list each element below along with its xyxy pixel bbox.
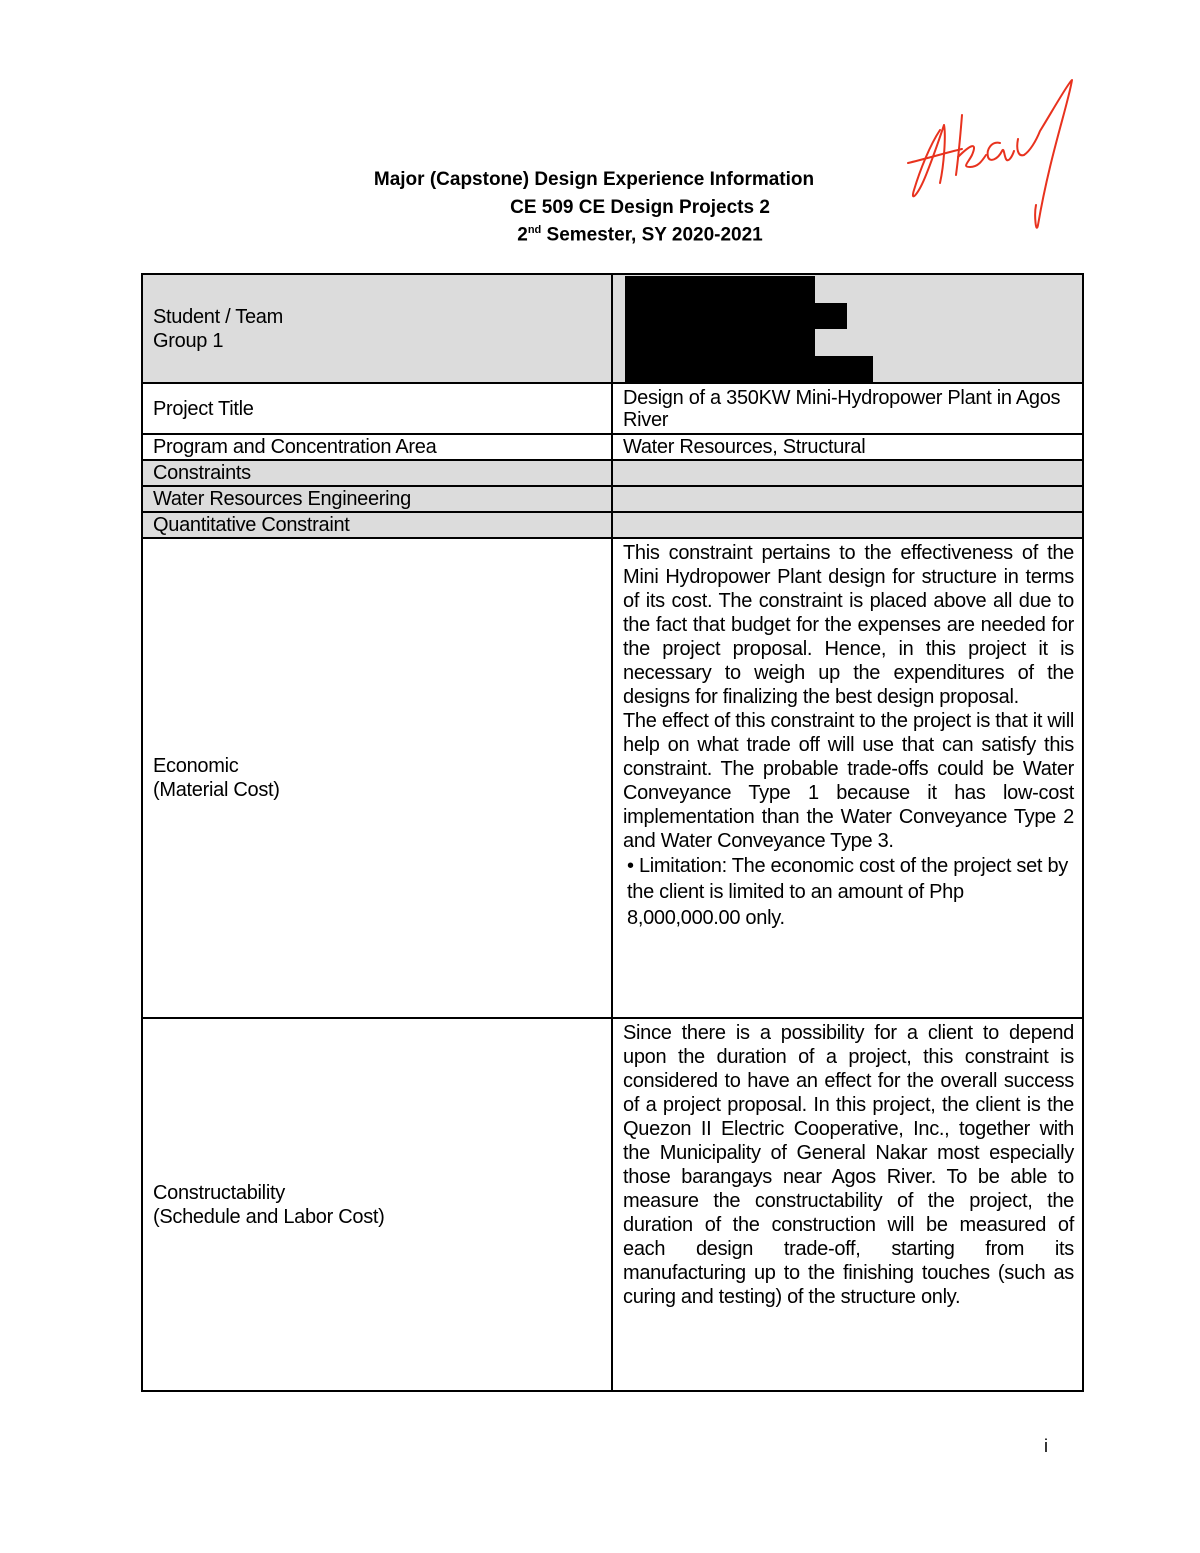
economic-paragraph-1: This constraint pertains to the effectiveness of the Mini Hydropower Plant design for structure in terms of its cost. The constraint is placed above all due to the fact that budget for the expenses are needed for the project proposal. Hence, in this project it is necessary to weigh up the expenditures of the designs for finalizing the best design proposal. <box>623 542 1074 708</box>
quantitative-label: Quantitative Constraint <box>142 512 612 538</box>
water-resources-row <box>142 486 1083 512</box>
document-title: Major (Capstone) Design Experience Information <box>373 169 815 190</box>
economic-label: Economic (Material Cost) <box>142 538 612 1018</box>
constructability-label: Constructability (Schedule and Labor Cost) <box>142 1018 612 1391</box>
course-title: CE 509 CE Design Projects 2 <box>510 197 770 218</box>
program-value: Water Resources, Structural <box>612 434 1083 460</box>
project-title-label: Project Title <box>142 383 612 434</box>
student-team-label: Student / Team Group 1 <box>142 274 612 383</box>
project-title-value: Design of a 350KW Mini-Hydropower Plant in Agos River <box>612 383 1083 434</box>
program-label: Program and Concentration Area <box>142 434 612 460</box>
constructability-row <box>142 1018 1083 1391</box>
capstone-info-table <box>141 273 1084 1392</box>
constructability-description: Since there is a possibility for a client to depend upon the duration of a project, this constraint is considered to have an effect for the overall success of a project proposal. In this project, the client is the Quezon II Electric Cooperative, Inc., together with the Municipality of General Nakar most especially those barangays near Agos River. To be able to measure the constructability of the project, the duration of the construction will be measured of each design trade-off, starting from its manufacturing up to the finishing touches (such as curing and testing) of the structure only. <box>612 1018 1083 1391</box>
project-title-row <box>142 383 1083 434</box>
economic-paragraph-2: The effect of this constraint to the project is that it will help on what trade off will use that can satisfy this constraint. The probable trade-offs could be Water Conveyance Type 1 because it has low-cost implementation than the Water Conveyance Type 2 and Water Conveyance Type 3. <box>623 710 1074 852</box>
quantitative-row <box>142 512 1083 538</box>
economic-limitation-bullet: • Limitation: The economic cost of the project set by the client is limited to an amount of Php 8,000,000.00 only. <box>627 855 1068 929</box>
page-number: i <box>1044 1436 1048 1456</box>
economic-description <box>612 538 1083 1018</box>
handwritten-signature <box>900 75 1090 245</box>
constraints-row <box>142 460 1083 486</box>
semester-line: 2nd Semester, SY 2020-2021 <box>517 224 763 246</box>
economic-row <box>142 538 1083 1018</box>
student-team-redacted-value <box>612 274 1083 383</box>
student-team-row <box>142 274 1083 383</box>
water-resources-label: Water Resources Engineering <box>142 486 612 512</box>
constraints-label: Constraints <box>142 460 612 486</box>
program-row <box>142 434 1083 460</box>
